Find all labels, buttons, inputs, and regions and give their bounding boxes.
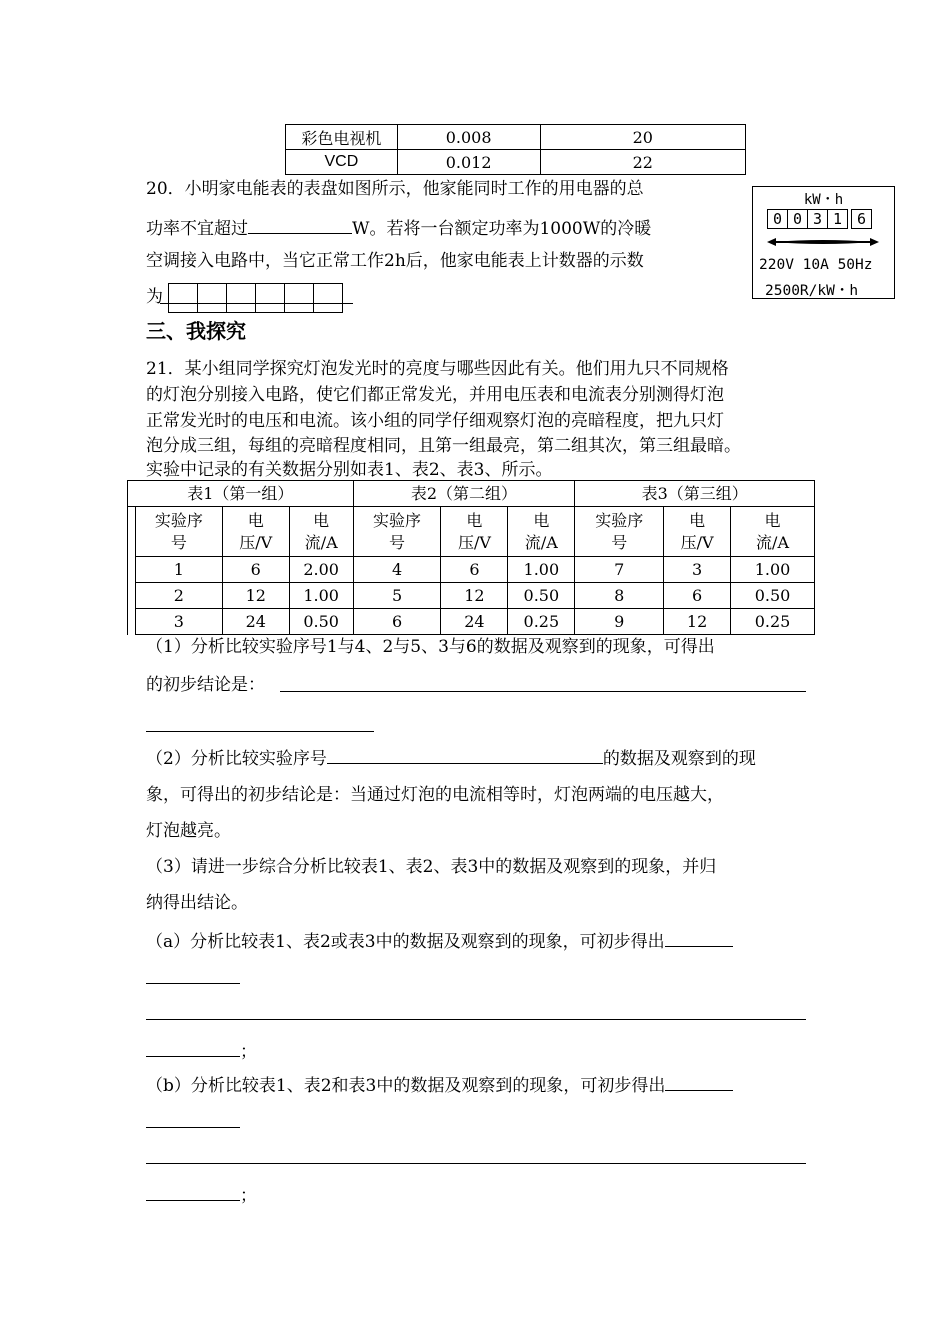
meter-digit: 1	[827, 209, 848, 229]
header-line: 实验序	[373, 510, 422, 530]
header-line: 号	[611, 532, 628, 552]
table-cell: 0.50	[289, 609, 353, 635]
table-cell: 6	[222, 557, 289, 583]
table-cell: 4	[353, 557, 441, 583]
power-answer-blank[interactable]	[248, 217, 352, 234]
pb-answer-blank-cont[interactable]	[146, 1127, 240, 1128]
section-title: 三、我探究	[146, 319, 246, 343]
table-cell: 12	[222, 583, 289, 609]
table-cell: 3	[664, 557, 731, 583]
table-cell: 9	[575, 609, 664, 635]
meter-digit: 0	[767, 209, 788, 229]
column-header	[353, 507, 441, 557]
pb-answer-blank-end[interactable]	[146, 1184, 240, 1201]
meter-digits	[767, 209, 871, 229]
table-cell: 0.008	[397, 125, 540, 150]
table-row	[128, 583, 815, 609]
p3-line1: （3）请进一步综合分析比较表1、表2、表3中的数据及观察到的现象，并归	[146, 857, 717, 877]
header-line: 流/A	[524, 532, 558, 552]
table-group-row	[128, 481, 815, 507]
pa-line1	[146, 930, 733, 952]
table-cell: 3	[135, 609, 222, 635]
p2-line1	[146, 747, 756, 769]
pb-line1-text: （b）分析比较表1、表2和表3中的数据及观察到的现象，可初步得出	[146, 1076, 666, 1096]
p1-answer-blank[interactable]	[280, 691, 806, 692]
meter-disk-icon	[767, 235, 879, 249]
header-line: 电	[247, 510, 264, 530]
pb-answer-line[interactable]	[146, 1163, 806, 1164]
q21-intro-line: 泡分成三组，每组的亮暗程度相同，且第一组最亮，第二组其次，第三组最暗。	[146, 436, 741, 456]
p2-line1-start: （2）分析比较实验序号	[146, 749, 327, 769]
table-cell: 0.25	[731, 609, 815, 635]
column-header	[508, 507, 575, 557]
p2-line3: 灯泡越亮。	[146, 821, 231, 841]
answer-box[interactable]	[168, 283, 198, 313]
bulb-data-table	[127, 480, 815, 635]
pa-line1-text: （a）分析比较表1、表2或表3中的数据及观察到的现象，可初步得出	[146, 932, 665, 952]
column-header	[289, 507, 353, 557]
table-cell: 1.00	[508, 557, 575, 583]
table-cell: 2	[135, 583, 222, 609]
table-cell: 0.25	[508, 609, 575, 635]
table-cell: 5	[353, 583, 441, 609]
table-cell: 1	[135, 557, 222, 583]
p2-line1-end: 的数据及观察到的现	[602, 749, 756, 769]
table-cell: 1.00	[289, 583, 353, 609]
answer-box[interactable]	[284, 283, 314, 313]
column-header	[731, 507, 815, 557]
pa-end-line	[146, 1040, 257, 1062]
table-cell: 0.50	[731, 583, 815, 609]
pa-answer-blank-cont[interactable]	[146, 983, 240, 984]
table-cell: 24	[441, 609, 508, 635]
table-row	[128, 557, 815, 583]
p1-line1: （1）分析比较实验序号1与4、2与5、3与6的数据及观察到的现象，可得出	[146, 637, 715, 657]
answer-box[interactable]	[313, 283, 343, 313]
q21-intro-line: 21．某小组同学探究灯泡发光时的亮度与哪些因此有关。他们用九只不同规格	[146, 359, 729, 379]
table-cell: 24	[222, 609, 289, 635]
group-header: 表1（第一组）	[128, 481, 354, 507]
header-line: 流/A	[304, 532, 338, 552]
header-line: 号	[389, 532, 406, 552]
header-line: 实验序	[154, 510, 203, 530]
table-cell: 7	[575, 557, 664, 583]
answer-box[interactable]	[197, 283, 227, 313]
reading-underline	[160, 303, 353, 304]
header-line: 压/V	[457, 532, 491, 552]
header-line: 压/V	[239, 532, 273, 552]
table-margin-cell	[128, 507, 136, 635]
table-cell: 6	[664, 583, 731, 609]
meter-spec-revolutions: 2500R/kW・h	[765, 283, 859, 299]
table-row	[128, 609, 815, 635]
header-line: 电	[533, 510, 550, 530]
table-cell: 2.00	[289, 557, 353, 583]
q20-line1: 20．小明家电能表的表盘如图所示，他家能同时工作的用电器的总	[146, 179, 644, 199]
table-cell: VCD	[286, 150, 398, 175]
header-line: 号	[170, 532, 187, 552]
group-header: 表3（第三组）	[575, 481, 815, 507]
header-line: 流/A	[756, 532, 789, 552]
column-header	[441, 507, 508, 557]
column-header	[575, 507, 664, 557]
pa-answer-blank[interactable]	[665, 930, 733, 947]
table-cell: 20	[540, 125, 746, 150]
meter-spec-voltage: 220V 10A 50Hz	[759, 257, 873, 273]
header-line: 电	[466, 510, 483, 530]
table-cell: 彩色电视机	[286, 125, 398, 150]
pa-answer-blank-end[interactable]	[146, 1040, 240, 1057]
pb-line1	[146, 1074, 733, 1096]
q20-line4: 为	[146, 287, 163, 307]
group-header: 表2（第二组）	[353, 481, 575, 507]
electricity-meter-figure	[752, 186, 895, 299]
meter-digit: 6	[851, 209, 872, 229]
q20-line2-end: W。若将一台额定功率为1000W的冷暖	[352, 219, 652, 239]
q20-line2	[146, 217, 651, 239]
header-line: 电	[764, 510, 781, 530]
table-row	[286, 125, 746, 150]
pb-semicolon: ；	[240, 1186, 257, 1206]
table-cell: 12	[664, 609, 731, 635]
answer-box[interactable]	[255, 283, 285, 313]
p1-line2: 的初步结论是：	[146, 675, 265, 695]
table-cell: 0.012	[397, 150, 540, 175]
column-header	[222, 507, 289, 557]
q21-intro-line: 的灯泡分别接入电路，使它们都正常发光，并用电压表和电流表分别测得灯泡	[146, 385, 724, 405]
table-cell: 6	[353, 609, 441, 635]
pa-answer-line[interactable]	[146, 1019, 806, 1020]
q20-line2-start: 功率不宜超过	[146, 219, 248, 239]
table-cell: 1.00	[731, 557, 815, 583]
table-cell: 12	[441, 583, 508, 609]
header-line: 电	[313, 510, 330, 530]
column-header	[135, 507, 222, 557]
table-cell: 8	[575, 583, 664, 609]
table-header-row	[128, 507, 815, 557]
table-row	[286, 150, 746, 175]
reading-answer-boxes[interactable]	[168, 283, 342, 313]
header-line: 压/V	[680, 532, 714, 552]
q21-intro-line: 实验中记录的有关数据分别如表1、表2、表3、所示。	[146, 460, 553, 480]
column-header	[664, 507, 731, 557]
header-line: 电	[689, 510, 706, 530]
p2-line2: 象，可得出的初步结论是：当通过灯泡的电流相等时，灯泡两端的电压越大，	[146, 785, 724, 805]
table-cell: 6	[441, 557, 508, 583]
q21-intro-line: 正常发光时的电压和电流。该小组的同学仔细观察灯泡的亮暗程度，把九只灯	[146, 411, 724, 431]
table-cell: 22	[540, 150, 746, 175]
meter-unit: kW・h	[803, 192, 844, 208]
q20-line3: 空调接入电路中，当它正常工作2h后，他家电能表上计数器的示数	[146, 251, 644, 271]
pa-semicolon: ；	[240, 1042, 257, 1062]
p3-line2: 纳得出结论。	[146, 893, 248, 913]
appliance-table	[285, 124, 746, 175]
table-cell: 0.50	[508, 583, 575, 609]
meter-digit: 3	[807, 209, 828, 229]
answer-box[interactable]	[226, 283, 256, 313]
p1-answer-blank-cont[interactable]	[146, 731, 374, 732]
p2-answer-blank[interactable]	[327, 747, 603, 764]
pb-end-line	[146, 1184, 257, 1206]
pb-answer-blank[interactable]	[665, 1074, 733, 1091]
meter-digit: 0	[787, 209, 808, 229]
header-line: 实验序	[595, 510, 644, 530]
